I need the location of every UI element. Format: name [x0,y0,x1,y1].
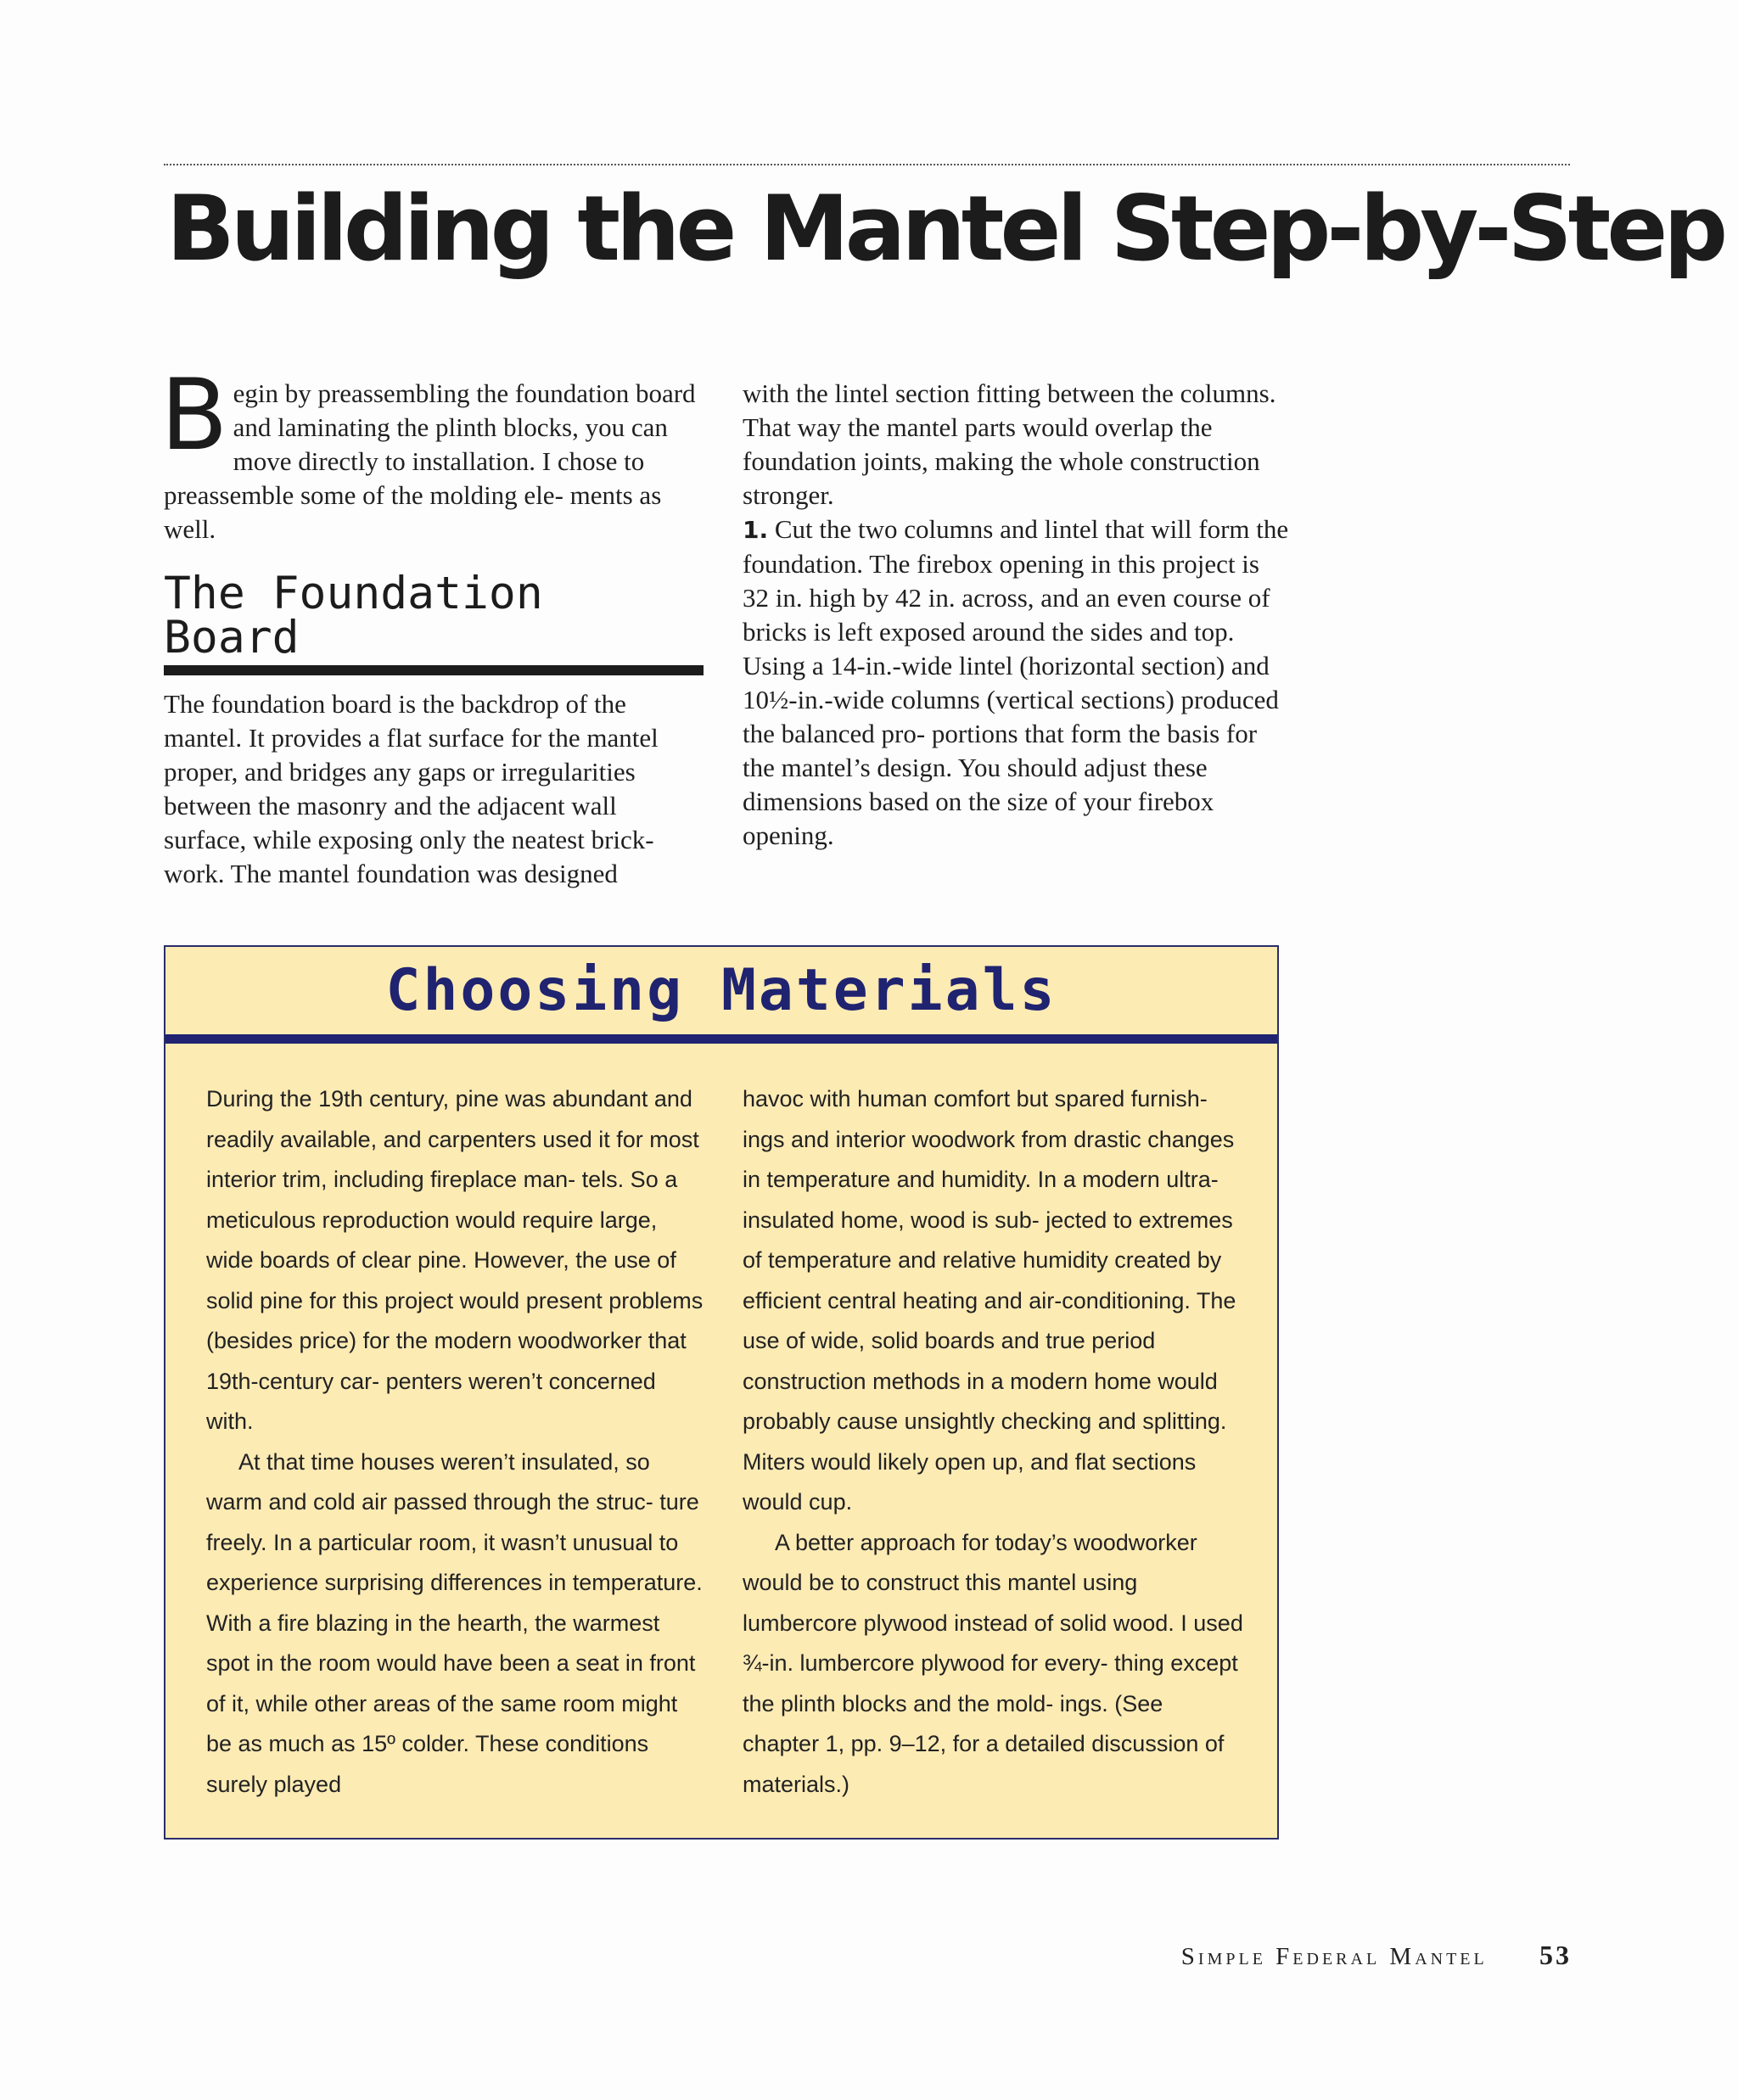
sidebar-paragraph: At that time houses weren’t insulated, so warm and cold air passed through the struc- ture freely. In a particular room, it wasn’t unusual to experience surprising differences in temperature. With a fire blazing in the hearth, the warmest spot in the room would have been a seat in front of it, while other areas of the same room might be as much as 15º colder. These conditions surely played [206,1448,703,1797]
foundation-paragraph-continued: with the lintel section fitting between the columns. That way the mantel parts would overlap the foundation joints, making the whole construction stronger. [743,378,1276,510]
intro-paragraph [160,358,704,546]
step-1 [743,512,1290,853]
sidebar-title-rule [165,1034,1277,1044]
page-title: Building the Mantel Step-by-Step [166,176,1724,281]
running-title: Simple Federal Mantel [1180,1943,1488,1970]
page-number: 53 [1539,1940,1572,1970]
foundation-paragraph: The foundation board is the backdrop of the mantel. It provides a flat surface for the mantel proper, and bridges any gaps or irregularities between the masonry and the adjacent wall surface, while exposing only the neatest brick- work. The mantel foundation was designed [164,689,659,888]
top-dotted-rule [164,164,1570,165]
drop-cap: B [160,358,228,473]
sidebar-left-column [206,1079,707,1805]
left-column [160,358,704,891]
right-column [743,377,1290,853]
sidebar-title: Choosing Materials [385,957,1057,1024]
step-text: Cut the two columns and lintel that will form the foundation. The firebox opening in this project is 32 in. high by 42 in. across, and an even course of bricks is left exposed around the sides and top. Using a 14-in.-wide lintel (horizontal section) and 10½-in.-wide columns (vertical sections) produced the balanced pro- portions that form the basis for the mantel’s design. You should adjust these dimensions based on the size of your firebox opening. [743,514,1289,850]
intro-text: egin by preassembling the foundation board and laminating the plinth blocks, you can move directly to installation. I chose to preassemble some of the molding ele- ments as well. [164,378,696,544]
step-number: 1. [743,516,769,544]
sidebar-right-column [743,1079,1243,1805]
section-heading: The Foundation Board [164,572,704,675]
sidebar-paragraph: During the 19th century, pine was abundant and readily available, and carpenters used it for most interior trim, including fireplace man- tels. So a meticulous reproduction would require large, wide boards of clear pine. However, the use of solid pine for this project would present problems (besides price) for the modern woodworker that 19th-century car- penters weren’t concerned with. [206,1086,704,1434]
page-footer [1181,1940,1572,1971]
choosing-materials-sidebar [164,945,1279,1840]
sidebar-paragraph: A better approach for today’s woodworker would be to construct this mantel using lumbercore plywood instead of solid wood. I used ¾-in. lumbercore plywood for every- thing except the plinth blocks and the mold- ings. (See chapter 1, pp. 9–12, for a detailed discussion of materials.) [743,1529,1243,1797]
sidebar-paragraph: havoc with human comfort but spared furnish- ings and interior woodwork from drastic changes in temperature and humidity. In a modern ultra-insulated home, wood is sub- jected to extremes of temperature and relative humidity created by efficient central heating and air-conditioning. The use of wide, solid boards and true period construction methods in a modern home would probably cause unsightly checking and splitting. Miters would likely open up, and flat sections would cup. [743,1086,1236,1515]
